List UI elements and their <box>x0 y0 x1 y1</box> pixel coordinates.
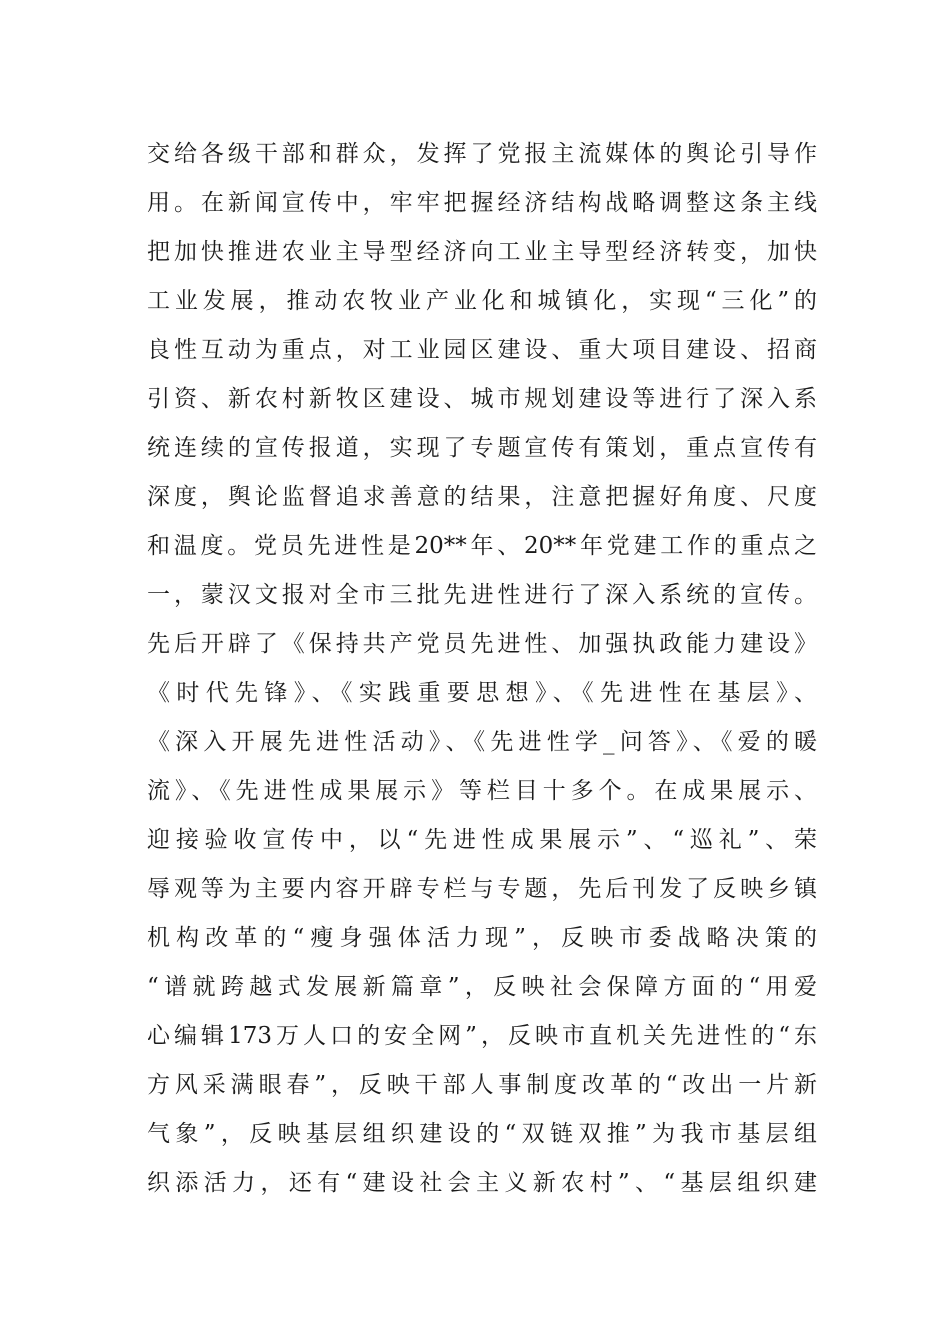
text-line-5: 良性互动为重点，对工业园区建设、重大项目建设、招商 <box>147 337 817 363</box>
text-line-7: 统连续的宣传报道，实现了专题宣传有策划，重点宣传有 <box>147 435 817 461</box>
text-line-18: “谱就跨越式发展新篇章”，反映社会保障方面的“用爱 <box>147 974 817 1000</box>
text-line-3: 把加快推进农业主导型经济向工业主导型经济转变，加快 <box>147 239 817 265</box>
text-line-4: 工业发展，推动农牧业产业化和城镇化，实现“三化”的 <box>147 288 817 314</box>
text-line-21: 气象”，反映基层组织建设的“双链双推”为我市基层组 <box>147 1121 817 1147</box>
body-paragraph <box>147 130 817 1208</box>
text-line-16: 辱观等为主要内容开辟专栏与专题，先后刊发了反映乡镇 <box>147 876 817 902</box>
text-line-17: 机构改革的“瘦身强体活力现”，反映市委战略决策的 <box>147 925 817 951</box>
text-line-8: 深度，舆论监督追求善意的结果，注意把握好角度、尺度 <box>147 484 817 510</box>
text-line-6: 引资、新农村新牧区建设、城市规划建设等进行了深入系 <box>147 386 817 412</box>
text-line-12: 《时代先锋》、《实践重要思想》、《先进性在基层》、 <box>147 680 817 706</box>
text-line-20: 方风采满眼春”，反映干部人事制度改革的“改出一片新 <box>147 1072 817 1098</box>
text-line-22: 织添活力，还有“建设社会主义新农村”、“基层组织建 <box>147 1170 817 1196</box>
text-line-15: 迎接验收宣传中，以“先进性成果展示”、“巡礼”、荣 <box>147 827 817 853</box>
text-line-2: 用。在新闻宣传中，牢牢把握经济结构战略调整这条主线 <box>147 190 817 216</box>
text-line-9: 和温度。党员先进性是20**年、20**年党建工作的重点之 <box>147 533 817 559</box>
text-line-10: 一，蒙汉文报对全市三批先进性进行了深入系统的宣传。 <box>147 582 817 608</box>
text-line-14: 流》、《先进性成果展示》等栏目十多个。在成果展示、 <box>147 778 817 804</box>
text-line-1: 交给各级干部和群众，发挥了党报主流媒体的舆论引导作 <box>147 141 817 167</box>
text-line-13: 《深入开展先进性活动》、《先进性学_问答》、《爱的暖 <box>147 729 817 755</box>
text-line-19: 心编辑173万人口的安全网”，反映市直机关先进性的“东 <box>147 1023 817 1049</box>
text-line-11: 先后开辟了《保持共产党员先进性、加强执政能力建设》 <box>147 631 817 657</box>
